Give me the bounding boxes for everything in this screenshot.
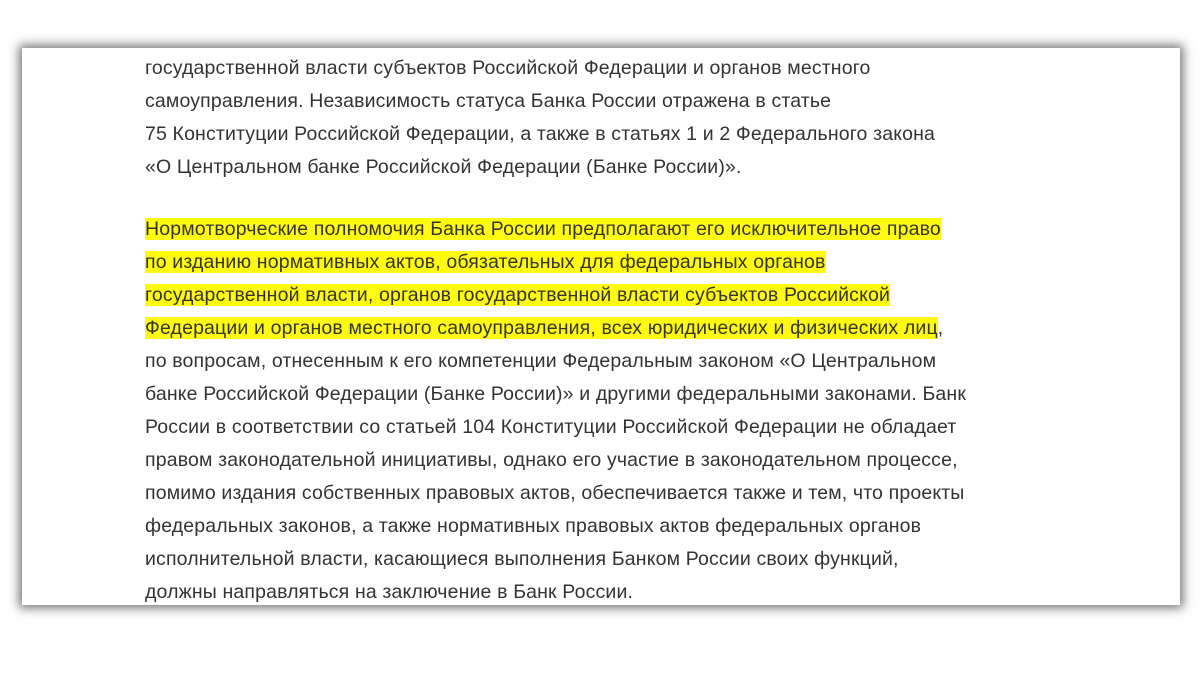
text-line: правом законодательной инициативы, однако его участие в законодательном процессе, [145,449,958,471]
text-line: по вопросам, отнесенным к его компетенции Федеральным законом «О Центральном [145,350,937,372]
highlighted-text: Федерации и органов местного самоуправления, всех юридических и физических лиц [145,317,938,339]
text-line: России в соответствии со статьей 104 Конституции Российской Федерации не обладает [145,416,957,438]
paragraph-2 [145,213,1165,605]
highlighted-text: по изданию нормативных актов, обязательных для федеральных органов [145,251,826,273]
text-line: исполнительной власти, касающиеся выполнения Банком России своих функций, [145,548,899,570]
highlighted-line [145,312,1165,345]
text-line: «О Центральном банке Российской Федерации (Банке России)». [145,156,742,178]
document-card [22,48,1180,605]
text-line: 75 Конституции Российской Федерации, а также в статьях 1 и 2 Федерального закона [145,123,936,145]
highlighted-text: государственной власти, органов государственной власти субъектов Российской [145,284,891,306]
highlighted-text: Нормотворческие полномочия Банка России предполагают его исключительное право [145,218,941,240]
text-line: банке Российской Федерации (Банке России)» и другими федеральными законами. Банк [145,383,967,405]
highlighted-line [145,246,1165,279]
text-line: должны направляться на заключение в Банк России. [145,581,634,603]
highlight-tail-punctuation: , [937,317,944,339]
highlighted-line [145,279,1165,312]
highlighted-line [145,213,1165,246]
text-line: федеральных законов, а также нормативных правовых актов федеральных органов [145,515,922,537]
text-line: помимо издания собственных правовых актов, обеспечивается также и тем, что проекты [145,482,965,504]
text-line: самоуправления. Независимость статуса Банка России отражена в статье [145,90,832,112]
paragraph-1 [145,52,1165,184]
paragraph-gap [145,184,1165,213]
article-text [145,52,1165,605]
text-line: государственной власти субъектов Российской Федерации и органов местного [145,57,871,79]
